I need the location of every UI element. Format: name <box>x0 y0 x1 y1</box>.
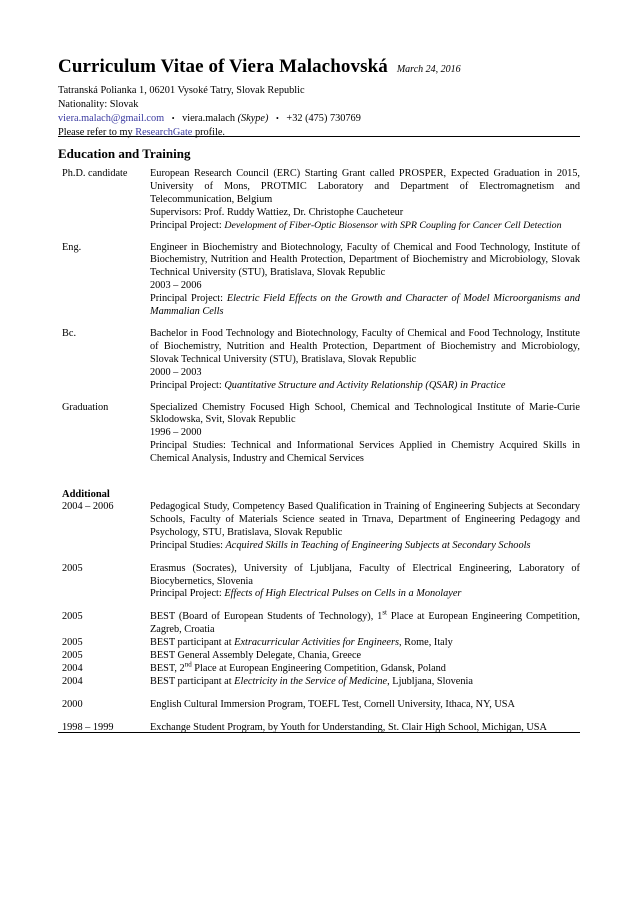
entry-text <box>150 660 580 676</box>
entry-label: 2000 <box>62 698 83 710</box>
entry-text <box>150 676 580 689</box>
ordinal-suffix: nd <box>184 660 192 669</box>
entry-studies <box>150 540 580 553</box>
entry-text: Pedagogical Study, Competency Based Qualification in Training of Engineering Subjects at Secondary Schools, Faculty of Materials Science seated in Trnava, Department of Engineering Pedagogy and Psychology, STU, Bratislava, Slovak Republic <box>150 501 580 538</box>
entry-label: 2005 <box>62 611 83 623</box>
entry-label: 2005 <box>62 562 83 574</box>
entry-text-part: BEST participant at <box>150 675 235 687</box>
entry-project <box>150 293 580 319</box>
entry-body <box>150 563 580 602</box>
section-title: Education and Training <box>58 146 191 161</box>
entry-text <box>150 608 581 637</box>
additional-entry-english <box>62 699 580 712</box>
researchgate-link[interactable]: ResearchGate <box>135 127 193 138</box>
entry-text-part: Place at European Engineering Competition, Zagreb, Croatia <box>150 611 581 636</box>
entry-label: 2004 <box>62 663 83 674</box>
education-entry-graduation <box>62 402 580 467</box>
entry-text-part: BEST (Board of European Students of Technology), 1 <box>150 611 383 623</box>
entry-text: Bachelor in Food Technology and Biotechnology, Faculty of Chemical and Food Technology, Institute of Biochemistry, Nutrition and Health Protection, Department of Biochemistry and Microbiology, Slovak Technical University (STU), Bratislava, Slovak Republic <box>150 327 580 365</box>
nationality: Nationality: Slovak <box>58 99 139 110</box>
entry-text: Principal Studies: Technical and Informational Services Applied in Chemistry Acquired Skills in Chemical Analysis, Industry and Chemical Services <box>150 440 580 465</box>
entry-text <box>150 637 580 650</box>
entry-text: Supervisors: Prof. Ruddy Wattiez, Dr. Christophe Caucheteur <box>150 206 404 218</box>
skype-name: viera.malach <box>182 113 235 124</box>
education-entry-eng <box>62 242 580 319</box>
entry-text-part: BEST participant at <box>150 637 235 649</box>
entry-body <box>150 242 580 319</box>
entry-text-part: BEST, 2 <box>150 663 185 674</box>
activity-title: Electricity in the Service of Medicine <box>234 675 388 687</box>
contact-line <box>58 112 580 126</box>
refer-prefix: Please refer to my <box>58 127 136 138</box>
address: Tatranská Polianka 1, 06201 Vysoké Tatry, Slovak Republic <box>58 85 305 96</box>
entry-text-part: , Ljubljana, Slovenia <box>387 675 473 687</box>
entry-text: Exchange Student Program, by Youth for Understanding, St. Clair High School, Michigan, USA <box>150 721 547 733</box>
ordinal-suffix: st <box>382 608 387 617</box>
best-entry-3 <box>62 650 580 663</box>
entry-project <box>150 220 580 233</box>
additional-entry-erasmus <box>62 563 580 602</box>
entry-body <box>150 501 580 553</box>
entry-body <box>150 328 580 393</box>
project-prefix: Principal Project: <box>150 219 225 231</box>
page-title: Curriculum Vitae of Viera Malachovská <box>58 56 388 77</box>
entry-text: 2000 – 2003 <box>150 366 202 378</box>
entry-project <box>150 380 580 393</box>
entry-text: 2003 – 2006 <box>150 280 202 292</box>
project-title: Quantitative Structure and Activity Relationship (QSAR) in Practice <box>224 379 506 391</box>
entry-project <box>150 588 580 601</box>
additional-entry-pedagogical <box>62 501 580 553</box>
project-title: Electric Field Effects on the Growth and Character of Model Microorganisms and Mammalian Cells <box>150 293 580 318</box>
entry-label: 2005 <box>62 650 83 662</box>
footer-divider <box>58 732 580 733</box>
best-entry-4 <box>62 660 580 676</box>
project-prefix: Principal Project: <box>150 588 225 600</box>
entry-text: BEST General Assembly Delegate, Chania, Greece <box>150 650 362 662</box>
project-title: Effects of High Electrical Pulses on Cells in a Monolayer <box>224 588 462 600</box>
activity-title: Extracurricular Activities for Engineers <box>234 637 399 649</box>
entry-body <box>150 168 580 233</box>
entry-label: Ph.D. candidate <box>62 168 128 179</box>
best-entry-1 <box>62 608 581 637</box>
best-entry-2 <box>62 637 580 650</box>
entry-text: Specialized Chemistry Focused High School, Chemical and Technological Institute of Marie-Curie Sklodowska, Svit, Slovak Republic <box>150 401 580 426</box>
entry-label: 1998 – 1999 <box>62 721 114 733</box>
education-list <box>62 168 580 735</box>
cv-header <box>58 56 580 140</box>
email-link[interactable]: viera.malach@gmail.com <box>58 113 165 124</box>
skype-tag: (Skype) <box>237 113 269 124</box>
best-entry-5 <box>62 676 580 689</box>
entry-label: Bc. <box>62 327 77 339</box>
header-divider <box>58 136 580 137</box>
refer-suffix: profile. <box>192 127 225 138</box>
bullet-separator: • <box>171 114 175 123</box>
bullet-separator: • <box>276 114 279 123</box>
entry-text: English Cultural Immersion Program, TOEFL Test, Cornell University, Ithaca, NY, USA <box>150 698 515 710</box>
title-line <box>58 56 580 78</box>
cv-date: March 24, 2016 <box>396 64 461 75</box>
studies-title: Acquired Skills in Teaching of Engineering Subjects at Secondary Schools <box>225 539 531 551</box>
refer-line <box>58 126 580 140</box>
entry-text: Erasmus (Socrates), University of Ljubljana, Faculty of Electrical Engineering, Laboratory of Biocybernetics, Slovenia <box>150 562 580 587</box>
entry-text: Engineer in Biochemistry and Biotechnology, Faculty of Chemical and Food Technology, Institute of Biochemistry, Nutrition and Health Protection, Department of Biochemistry and Microbiology, Slovak Technical University (STU), Bratislava, Slovak Republic <box>150 241 580 279</box>
project-prefix: Principal Project: <box>150 379 225 391</box>
phone-number: +32 (475) 730769 <box>286 113 361 124</box>
entry-body <box>150 402 580 467</box>
project-prefix: Principal Project: <box>150 293 227 305</box>
studies-prefix: Principal Studies: <box>150 539 226 551</box>
entry-label: 2004 <box>62 675 83 687</box>
entry-text: 1996 – 2000 <box>150 427 202 439</box>
additional-title: Additional <box>62 489 110 501</box>
entry-label: Graduation <box>62 401 109 413</box>
entry-text-part: Place at European Engineering Competition, Gdansk, Poland <box>191 663 446 674</box>
entry-label: 2005 <box>62 637 83 649</box>
entry-text-part: , Rome, Italy <box>399 637 453 649</box>
entry-label: 2004 – 2006 <box>62 501 114 513</box>
education-entry-bc <box>62 328 580 393</box>
education-entry-phd <box>62 168 580 233</box>
project-title: Development of Fiber-Optic Biosensor with SPR Coupling for Cancer Cell Detection <box>224 219 562 231</box>
entry-text: European Research Council (ERC) Starting Grant called PROSPER, Expected Graduation in 2015, University of Mons, PROTMIC Laboratory and Department of Electromagnetism and Telecommunication, Belgium <box>150 168 580 205</box>
entry-label: Eng. <box>62 241 82 253</box>
